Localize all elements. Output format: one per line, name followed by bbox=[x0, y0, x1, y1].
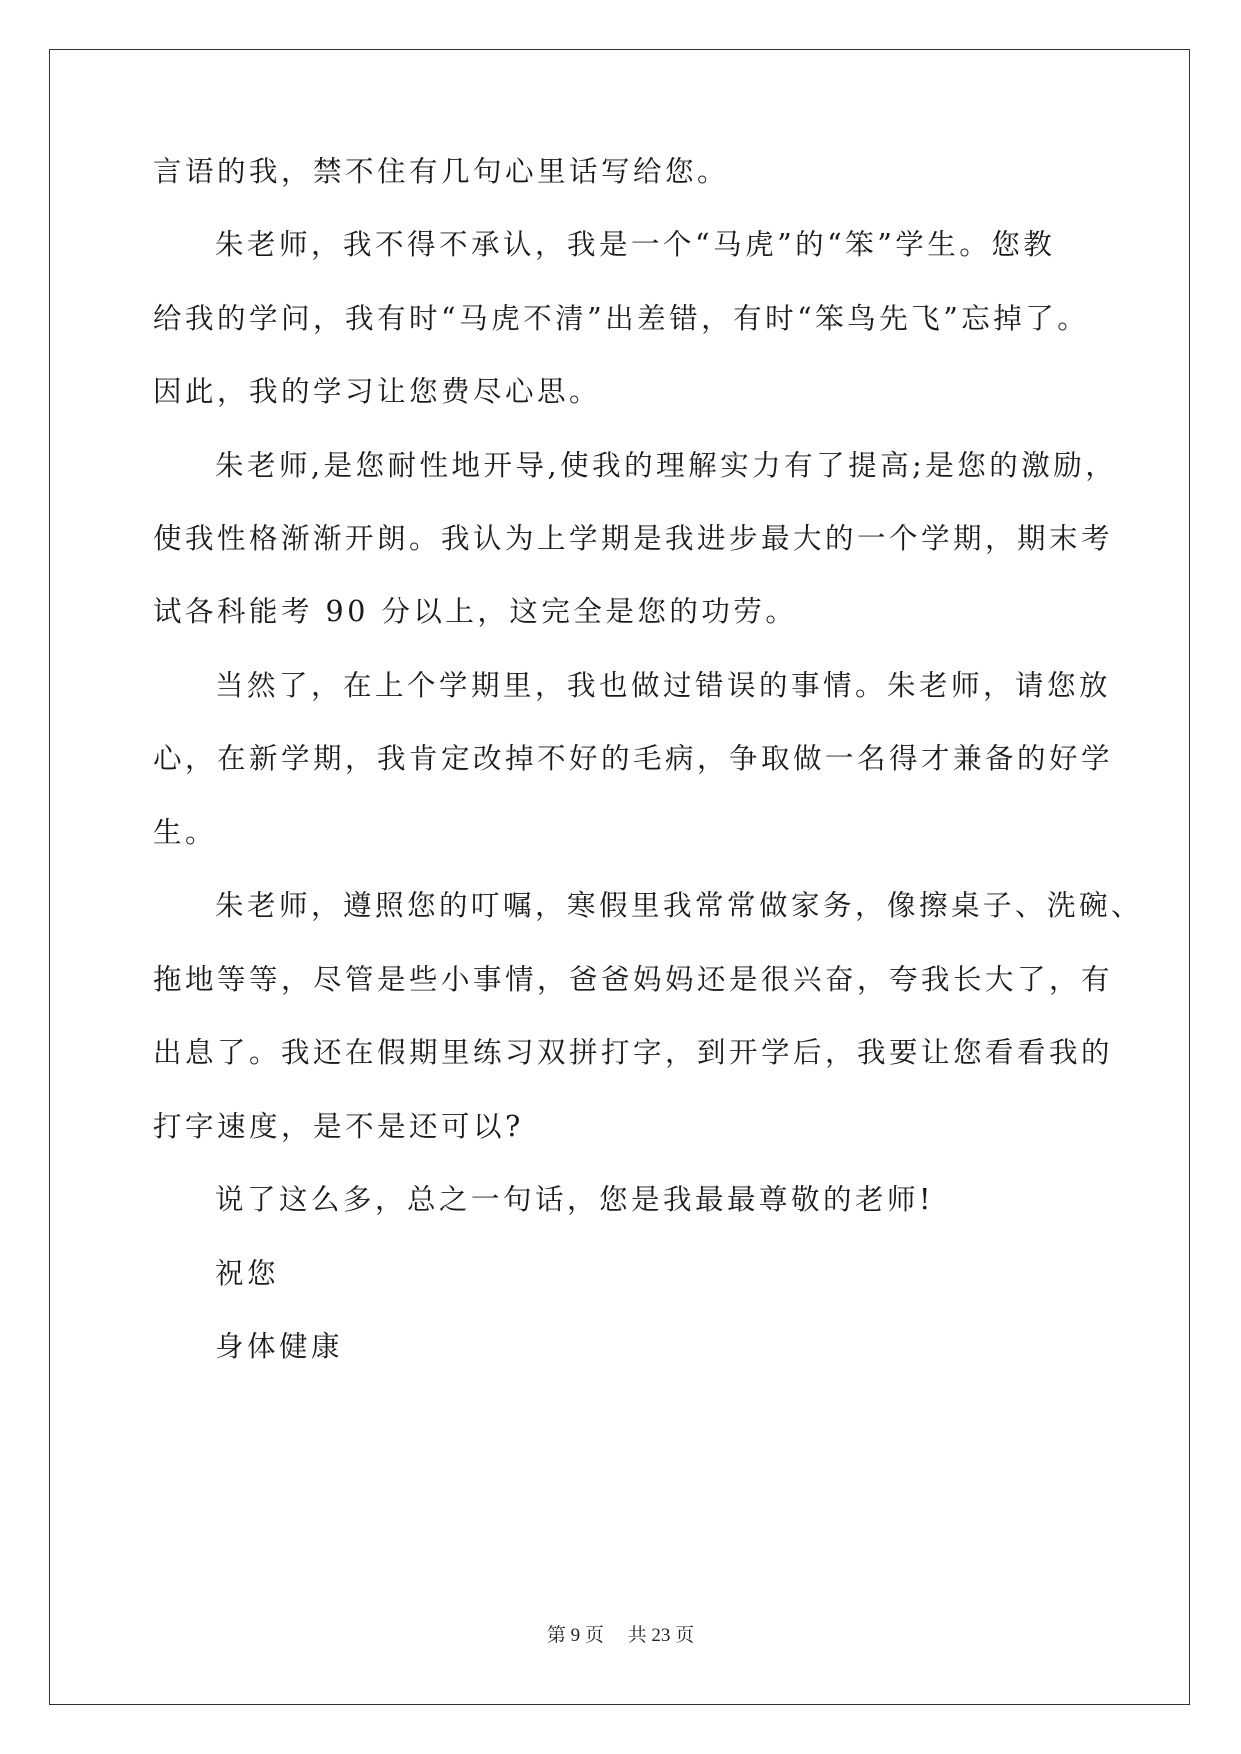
text-line: 当然了，在上个学期里，我也做过错误的事情。朱老师，请您放 bbox=[215, 669, 1112, 702]
text-line: 拖地等等，尽管是些小事情，爸爸妈妈还是很兴奋，夸我长大了，有 bbox=[153, 963, 1114, 996]
text-line: 朱老师，我不得不承认，我是一个“马虎”的“笨”学生。您教 bbox=[215, 228, 1056, 261]
text-line: 试各科能考 90 分以上，这完全是您的功劳。 bbox=[153, 595, 798, 628]
text-line: 给我的学问，我有时“马虎不清”出差错，有时“笨鸟先飞”忘掉了。 bbox=[153, 302, 1090, 335]
text-line: 因此，我的学习让您费尽心思。 bbox=[153, 375, 602, 408]
text-line: 言语的我，禁不住有几句心里话写给您。 bbox=[153, 155, 730, 188]
text-line: 使我性格渐渐开朗。我认为上学期是我进步最大的一个学期，期末考 bbox=[153, 522, 1114, 555]
text-line: 祝您 bbox=[215, 1257, 280, 1290]
text-line: 心，在新学期，我肯定改掉不好的毛病，争取做一名得才兼备的好学 bbox=[153, 742, 1114, 775]
text-line: 朱老师,是您耐性地开导,使我的理解实力有了提高;是您的激励， bbox=[215, 449, 1118, 482]
text-line: 生。 bbox=[153, 816, 218, 849]
text-line: 出息了。我还在假期里练习双拼打字，到开学后，我要让您看看我的 bbox=[153, 1036, 1114, 1069]
text-line: 打字速度，是不是还可以? bbox=[153, 1110, 524, 1143]
page-number-footer: 第 9 页 共 23 页 bbox=[546, 1625, 695, 1646]
text-line: 身体健康 bbox=[215, 1330, 344, 1363]
text-line: 朱老师，遵照您的叮嘱，寒假里我常常做家务，像擦桌子、洗碗、 bbox=[215, 889, 1144, 922]
page-frame bbox=[49, 49, 1190, 1705]
text-line: 说了这么多，总之一句话，您是我最最尊敬的老师! bbox=[215, 1183, 934, 1216]
